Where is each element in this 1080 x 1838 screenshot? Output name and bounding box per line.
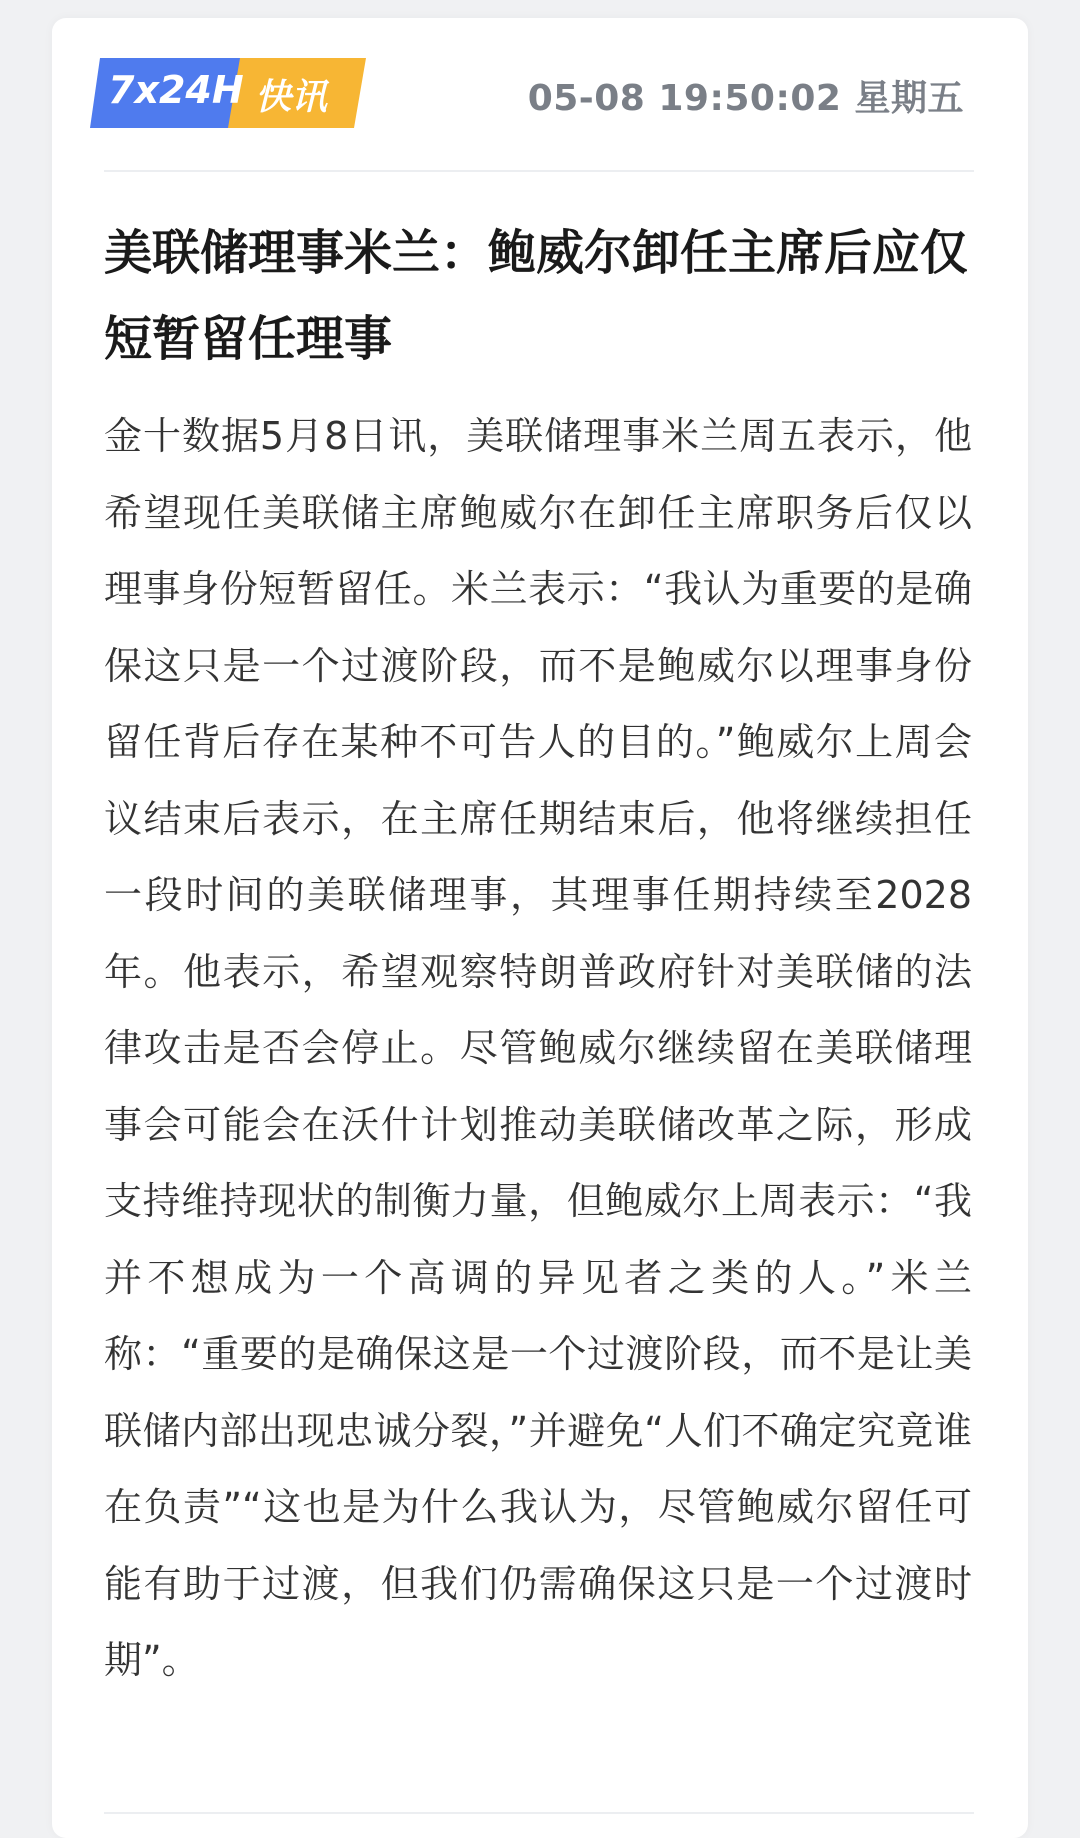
article-body: 金十数据5月8日讯，美联储理事米兰周五表示，他希望现任美联储主席鲍威尔在卸任主席职务后仅以理事身份短暂留任。米兰表示：“我认为重要的是确保这只是一个过渡阶段，而不是鲍威尔以理事身份留任背后存在某种不可告人的目的。”鲍威尔上周会议结束后表示，在主席任期结束后，他将继续担任一段时间的美联储理事，其理事任期持续至2028年。他表示，希望观察特朗普政府针对美联储的法律攻击是否会停止。尽管鲍威尔继续留在美联储理事会可能会在沃什计划推动美联储改革之际，形成支持维持现状的制衡力量，但鲍威尔上周表示：“我并不想成为一个高调的异见者之类的人。”米兰称：“重要的是确保这是一个过渡阶段，而不是让美联储内部出现忠诚分裂，”并避免“人们不确定究竟谁在负责”“这也是为什么我认为，尽管鲍威尔留任可能有助于过渡，但我们仍需确保这只是一个过渡时期”。: [104, 414, 972, 1682]
header-divider: [104, 170, 974, 172]
bottom-divider: [104, 1812, 974, 1814]
badge-label-7x24h: 7x24H: [108, 68, 244, 112]
publish-timestamp: 05-08 19:50:02 星期五: [527, 78, 964, 119]
article-title: 美联储理事米兰：鲍威尔卸任主席后应仅短暂留任理事: [104, 225, 969, 367]
news-header: [90, 40, 964, 130]
badge-label-flash: 快讯: [255, 77, 328, 118]
flash-news-badge: [90, 58, 366, 128]
